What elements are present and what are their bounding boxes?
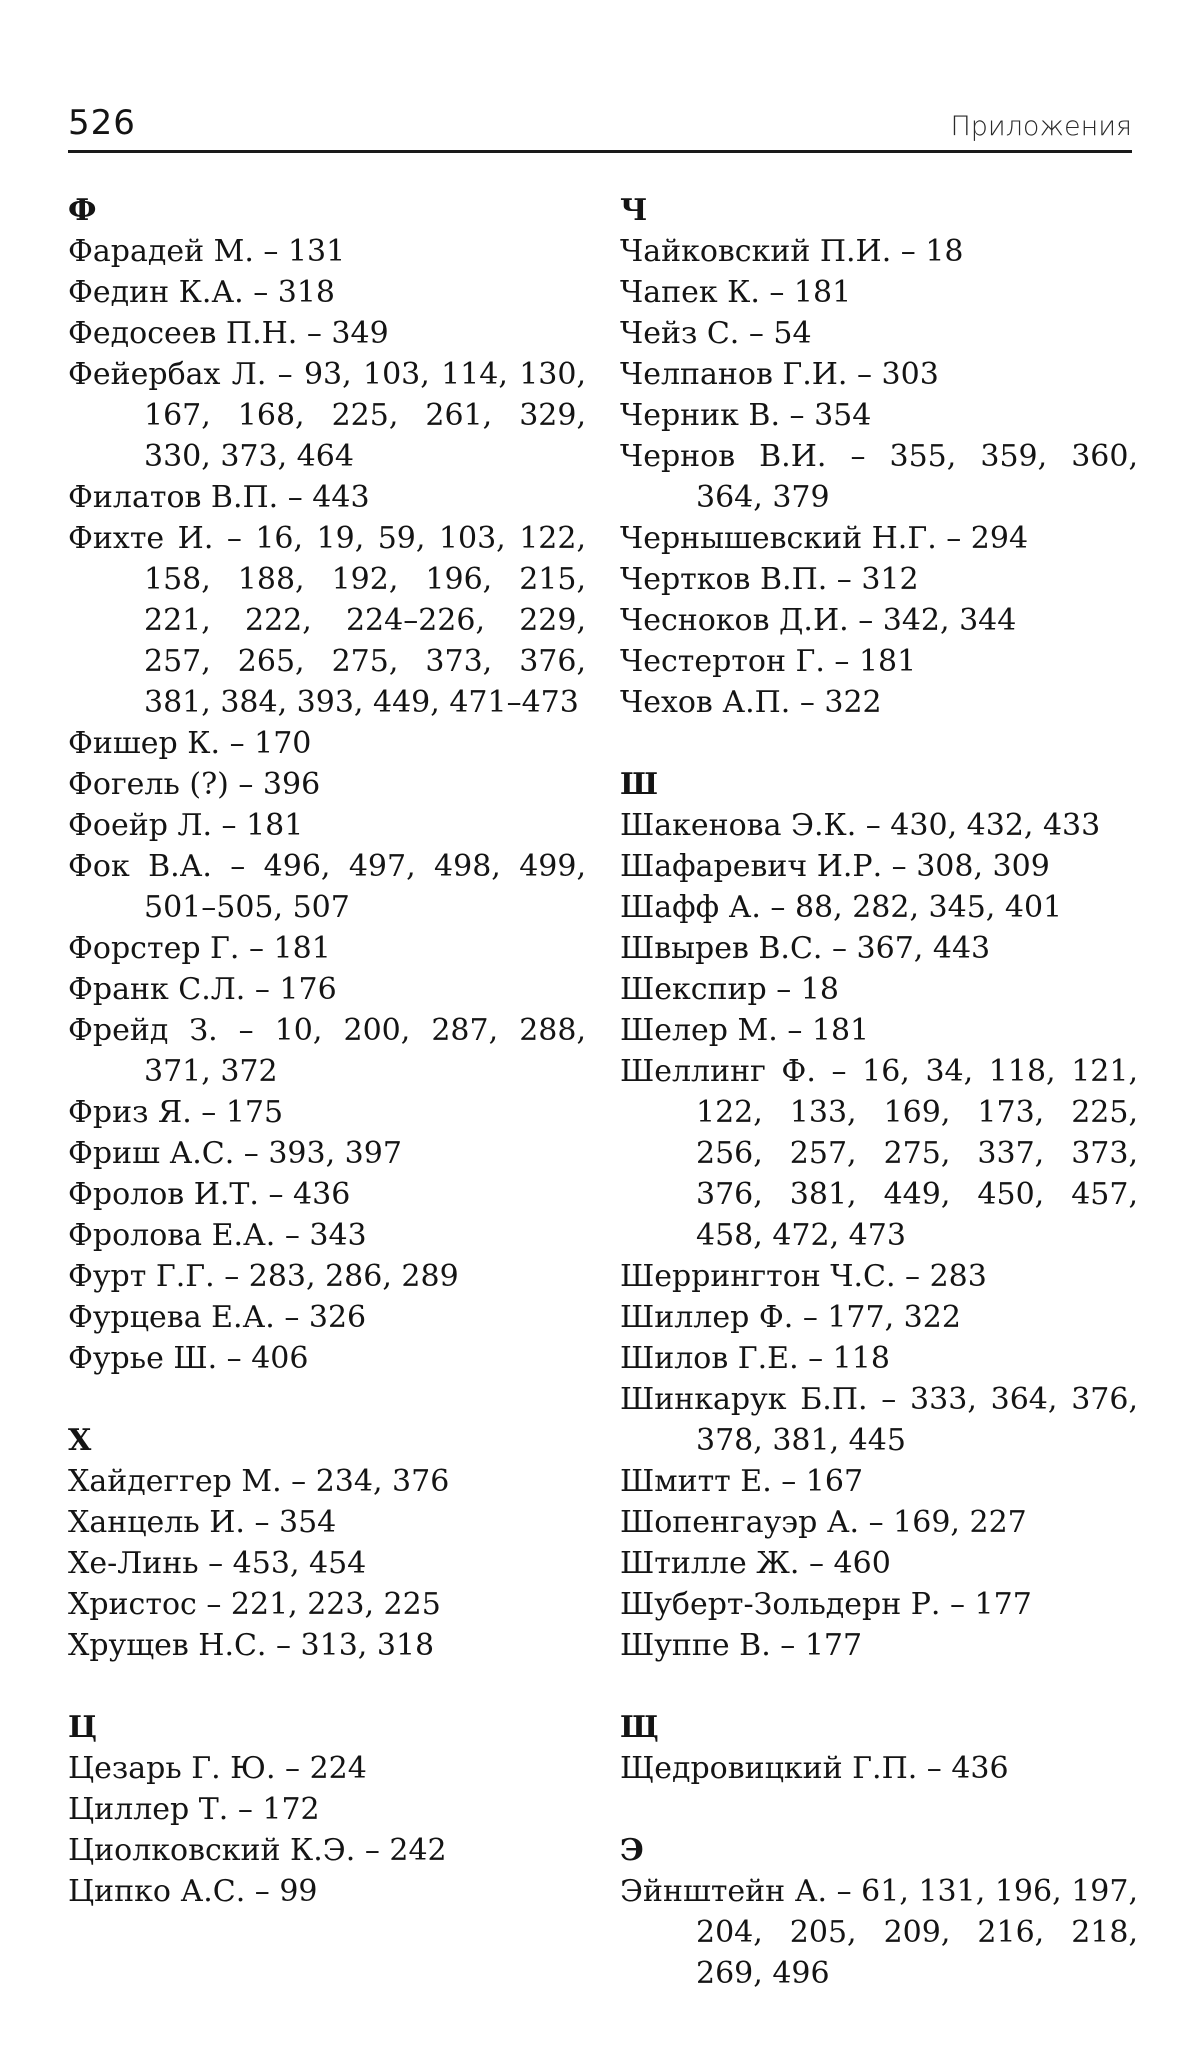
index-section xyxy=(620,190,1138,723)
section-letter: Э xyxy=(620,1833,644,1868)
index-section xyxy=(620,1830,1138,1994)
index-entry: Чернов В.И. – 355, 359, 360, 364, 379 xyxy=(620,439,1138,515)
index-entry: Фурт Г.Г. – 283, 286, 289 xyxy=(68,1259,459,1294)
index-entry: Шелер М. – 181 xyxy=(620,1013,870,1048)
index-entry: Чапек К. – 181 xyxy=(620,275,852,310)
index-entry: Шекспир – 18 xyxy=(620,972,839,1007)
index-entry: Шуппе В. – 177 xyxy=(620,1628,863,1663)
index-section xyxy=(620,764,1138,1666)
section-letter: Ч xyxy=(620,193,648,228)
index-entry: Черник В. – 354 xyxy=(620,398,872,433)
index-entry: Фурцева Е.А. – 326 xyxy=(68,1300,367,1335)
index-entry: Христос – 221, 223, 225 xyxy=(68,1587,441,1622)
index-entry: Хайдеггер М. – 234, 376 xyxy=(68,1464,450,1499)
index-entry: Шеррингтон Ч.С. – 283 xyxy=(620,1259,987,1294)
index-entry: Форстер Г. – 181 xyxy=(68,931,331,966)
index-section xyxy=(68,190,586,1379)
section-letter: Ц xyxy=(68,1710,97,1745)
index-entry: Цезарь Г. Ю. – 224 xyxy=(68,1751,367,1786)
index-entry: Чайковский П.И. – 18 xyxy=(620,234,964,269)
index-entry: Шафф А. – 88, 282, 345, 401 xyxy=(620,890,1063,925)
index-entry: Фок В.А. – 496, 497, 498, 499, 501–505, 507 xyxy=(68,849,586,925)
index-entry: Чернышевский Н.Г. – 294 xyxy=(620,521,1029,556)
index-entry: Фейербах Л. – 93, 103, 114, 130, 167, 168, 225, 261, 329, 330, 373, 464 xyxy=(68,357,586,474)
index-entry: Шинкарук Б.П. – 333, 364, 376, 378, 381, 445 xyxy=(620,1382,1138,1458)
index-entry: Честертон Г. – 181 xyxy=(620,644,917,679)
index-entry: Шакенова Э.К. – 430, 432, 433 xyxy=(620,808,1101,843)
index-entry: Фролов И.Т. – 436 xyxy=(68,1177,351,1212)
index-entry: Франк С.Л. – 176 xyxy=(68,972,337,1007)
index-column-left xyxy=(68,190,586,1953)
running-head: Приложения xyxy=(950,111,1132,142)
index-entry: Шмитт Е. – 167 xyxy=(620,1464,864,1499)
index-entry: Фоейр Л. – 181 xyxy=(68,808,304,843)
index-entry: Циолковский К.Э. – 242 xyxy=(68,1833,447,1868)
index-entry: Щедровицкий Г.П. – 436 xyxy=(620,1751,1009,1786)
index-section xyxy=(68,1420,586,1666)
index-entry: Федосеев П.Н. – 349 xyxy=(68,316,389,351)
index-entry: Штилле Ж. – 460 xyxy=(620,1546,891,1581)
index-entry: Чехов А.П. – 322 xyxy=(620,685,882,720)
index-entry: Шафаревич И.Р. – 308, 309 xyxy=(620,849,1050,884)
index-section xyxy=(620,1707,1138,1789)
index-entry: Ципко А.С. – 99 xyxy=(68,1874,318,1909)
index-entry: Фарадей М. – 131 xyxy=(68,234,346,269)
index-entry: Филатов В.П. – 443 xyxy=(68,480,370,515)
index-entry: Фогель (?) – 396 xyxy=(68,767,321,802)
index-entry: Хрущев Н.С. – 313, 318 xyxy=(68,1628,435,1663)
index-entry: Фишер К. – 170 xyxy=(68,726,312,761)
page-number: 526 xyxy=(68,103,136,143)
index-entry: Фриз Я. – 175 xyxy=(68,1095,284,1130)
index-entry: Циллер Т. – 172 xyxy=(68,1792,320,1827)
index-entry: Фихте И. – 16, 19, 59, 103, 122, 158, 188, 192, 196, 215, 221, 222, 224–226, 229, 257, 265, 275, 373, 376, 381, 384, 393, 449, 471–473 xyxy=(68,521,586,720)
index-entry: Фрейд З. – 10, 200, 287, 288, 371, 372 xyxy=(68,1013,586,1089)
index-entry: Фролова Е.А. – 343 xyxy=(68,1218,367,1253)
index-entry: Ханцель И. – 354 xyxy=(68,1505,337,1540)
index-column-right xyxy=(620,190,1138,2035)
index-entry: Федин К.А. – 318 xyxy=(68,275,335,310)
section-letter: Ш xyxy=(620,767,659,802)
index-entry: Шиллер Ф. – 177, 322 xyxy=(620,1300,961,1335)
index-entry: Эйнштейн А. – 61, 131, 196, 197, 204, 205, 209, 216, 218, 269, 496 xyxy=(620,1874,1138,1991)
index-entry: Шопенгауэр А. – 169, 227 xyxy=(620,1505,1027,1540)
index-entry: Швырев В.С. – 367, 443 xyxy=(620,931,991,966)
section-letter: Ф xyxy=(68,193,97,228)
index-entry: Фурье Ш. – 406 xyxy=(68,1341,309,1376)
section-letter: Х xyxy=(68,1423,92,1458)
index-entry: Хе-Линь – 453, 454 xyxy=(68,1546,367,1581)
index-entry: Фриш А.С. – 393, 397 xyxy=(68,1136,402,1171)
index-entry: Чертков В.П. – 312 xyxy=(620,562,919,597)
index-section xyxy=(68,1707,586,1912)
index-entry: Челпанов Г.И. – 303 xyxy=(620,357,939,392)
page-header xyxy=(68,100,1132,153)
section-letter: Щ xyxy=(620,1710,659,1745)
index-entry: Шилов Г.Е. – 118 xyxy=(620,1341,890,1376)
index-entry: Шуберт-Зольдерн Р. – 177 xyxy=(620,1587,1032,1622)
index-entry: Чесноков Д.И. – 342, 344 xyxy=(620,603,1017,638)
index-entry: Чейз С. – 54 xyxy=(620,316,812,351)
index-entry: Шеллинг Ф. – 16, 34, 118, 121, 122, 133, 169, 173, 225, 256, 257, 275, 337, 373, 376, 381, 449, 450, 457, 458, 472, 473 xyxy=(620,1054,1138,1253)
